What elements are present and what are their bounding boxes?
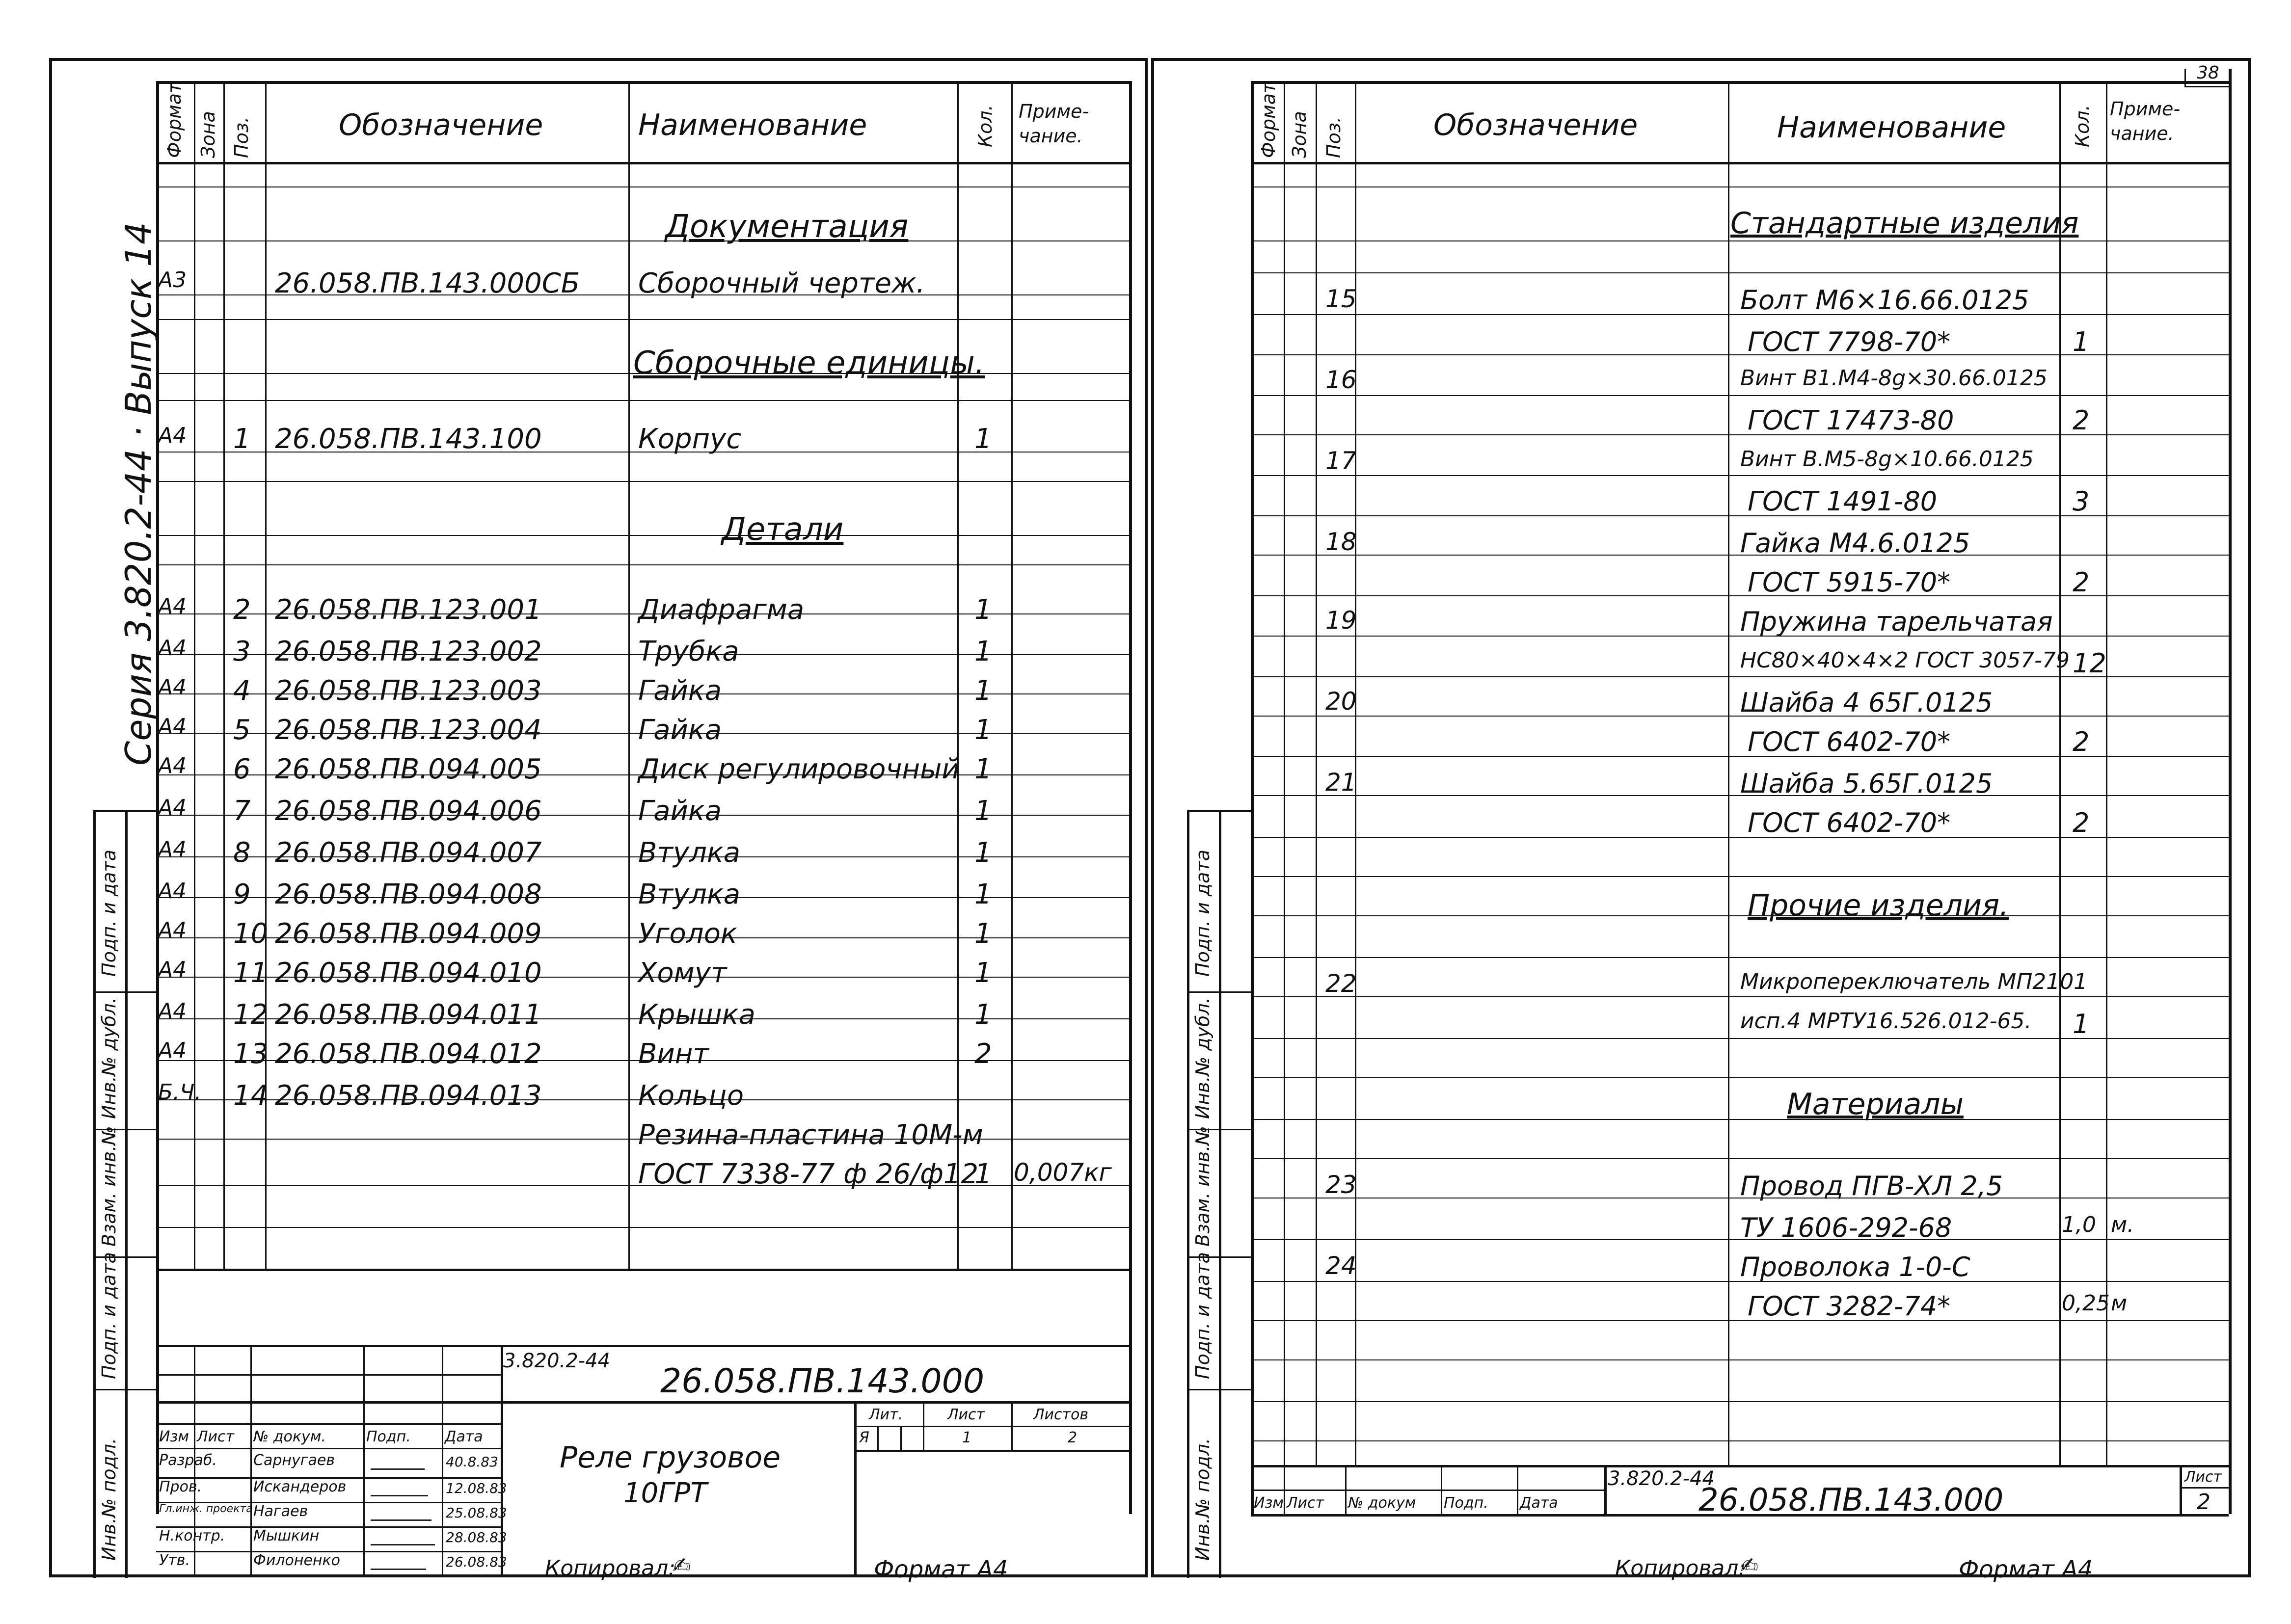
row-format: А4 [158,636,187,661]
row-qty: 1 [974,918,992,950]
strip-podp-data-2: Подп. и дата [98,850,120,977]
row-pos: 7 [233,795,251,827]
tb-row-line [156,1423,501,1425]
tb-name-1: Реле грузовое [560,1440,781,1475]
row-name: ГОСТ 7798-70* [1748,326,1951,357]
row-name: Втулка [638,879,741,910]
row-pos: 13 [233,1038,269,1070]
left-copied-sign: ✍ [673,1553,691,1578]
row-designation: 26.058.ПВ.094.007 [275,837,542,869]
strip-inv-podl: Инв.№ подл. [98,1438,120,1561]
tb-person: Нагаев [253,1503,308,1520]
tb-sheets: 2 [1068,1429,1078,1446]
tb-role: Н.контр. [159,1527,225,1544]
row-qty: 1 [974,1158,992,1190]
row-pos: 1 [233,423,251,455]
rtb-doc-code: 3.820.2-44 [1608,1467,1715,1490]
right-row-line [1251,186,2229,187]
row-qty: 1 [974,423,992,455]
right-col-line [1316,81,1317,1465]
row-format: А4 [158,795,187,820]
strip-r-podp-data-2: Подп. и дата [1192,850,1213,977]
row-name: Гайка М4.6.0125 [1740,528,1970,559]
right-row-line [1251,915,2229,916]
tb-role: Гл.инж. проекта [159,1503,253,1515]
row-name: Детали [722,511,844,548]
right-row-line [1251,1158,2229,1159]
row-pos: 10 [233,918,269,950]
row-pos: 4 [233,675,251,707]
rtb-col-line [1441,1465,1442,1514]
row-qty: 0,25 [2062,1291,2110,1316]
row-qty: 1 [2073,1009,2090,1039]
left-row-line [156,400,1129,401]
row-format: А4 [158,999,187,1024]
tb-lit-label: Лит. [869,1406,903,1423]
row-qty: 2 [2073,405,2090,436]
row-name: НС80×40×4×2 ГОСТ 3057-79 [1740,648,2070,673]
row-format: А4 [158,753,187,778]
left-row-line [156,186,1129,187]
row-pos: 22 [1325,969,1357,998]
row-pos: 5 [233,714,251,746]
right-row-line [1251,1119,2229,1120]
hdr-zone-r: Зона [1289,111,1310,158]
right-frame-top [1251,81,2229,84]
tb-doc-code: 3.820.2-44 [503,1350,611,1372]
row-pos: 21 [1325,768,1357,797]
row-name: Прочие изделия. [1748,888,2009,923]
left-col-line [957,81,959,1269]
right-row-line [1251,1359,2229,1360]
row-format: А4 [158,1038,187,1063]
left-copied: Копировал: [545,1556,676,1581]
tb-col-header: Дата [445,1428,483,1445]
row-pos: 11 [233,957,269,989]
tb-date: 12.08.83 [446,1480,507,1496]
row-designation: 26.058.ПВ.094.008 [275,879,542,910]
row-name: ТУ 1606-292-68 [1740,1212,1952,1243]
row-qty: 1 [974,675,992,707]
right-col-line [1728,81,1729,1465]
tb-line [854,1401,857,1575]
row-qty: 12 [2073,648,2106,679]
left-row-line [156,481,1129,482]
tb-signature [371,1531,435,1545]
right-row-line [1251,1401,2229,1402]
row-name: Трубка [638,636,739,667]
tb-row-line [156,1374,501,1376]
right-format: Формат А4 [1959,1556,2093,1583]
hdr-note-1-r: Приме- [2110,98,2181,120]
right-row-line [1251,876,2229,877]
row-name: Винт [638,1038,709,1070]
tb-name-2: 10ГРТ [623,1477,707,1509]
row-qty: 1 [974,714,992,746]
row-format: А4 [158,918,187,943]
row-name: Шайба 4 65Г.0125 [1740,687,1993,718]
hdr-name: Наименование [638,108,867,142]
row-name: Провод ПГВ-ХЛ 2,5 [1740,1171,2003,1201]
row-pos: 12 [233,999,269,1031]
hdr-zone: Зона [197,111,219,158]
row-name: ГОСТ 5915-70* [1748,567,1951,598]
row-qty: 1 [2073,326,2090,357]
right-row-line [1251,957,2229,958]
tb-col-header: Лист [197,1428,235,1445]
row-format: А4 [158,423,187,448]
row-name: ГОСТ 6402-70* [1748,807,1951,838]
row-name: Корпус [638,423,742,455]
row-qty: 1 [974,957,992,989]
tb-signature [371,1482,428,1496]
tb-signature [371,1507,431,1521]
right-col-line [2059,81,2061,1465]
strip-r-podp-data: Подп. и дата [1192,1252,1213,1379]
tb-signature [371,1556,426,1570]
row-name: ГОСТ 7338-77 ф 26/ф12 [638,1158,979,1190]
row-note: м. [2111,1212,2134,1237]
left-table-bottom [156,1269,1129,1271]
tb-date: 26.08.83 [446,1554,507,1570]
left-header-bottom [156,162,1129,164]
tb-row-line [156,1448,501,1449]
row-name: Стандартные изделия [1730,206,2079,240]
tb-date: 25.08.83 [446,1505,507,1521]
rtb-col-line [1345,1465,1347,1514]
strip-r-inv-dubl: Инв.№ дубл. [1192,997,1213,1119]
row-name: Винт В.М5-8g×10.66.0125 [1740,447,2034,472]
left-row-line [156,535,1129,536]
hdr-name-r: Наименование [1777,110,2006,145]
row-name: Гайка [638,675,722,707]
tb-person: Филоненко [253,1552,341,1569]
row-name: Гайка [638,714,722,746]
row-name: Диафрагма [638,594,805,626]
row-name: ГОСТ 3282-74* [1748,1291,1951,1322]
tb-col-header: Подп. [366,1428,411,1445]
row-pos: 15 [1325,285,1357,313]
row-format: Б.Ч. [158,1080,202,1105]
right-frame-line [1251,81,1254,1514]
page-number: 38 [2197,63,2219,83]
row-name: Пружина тарельчатая [1740,606,2053,637]
row-name: Резина-пластина 10М-м [638,1119,983,1151]
tb-role: Разраб. [159,1452,217,1469]
tb-sheets-label: Листов [1033,1406,1089,1423]
left-frame-top [156,81,1129,84]
tb-person: Мышкин [253,1527,320,1544]
row-name: ГОСТ 1491-80 [1748,486,1938,517]
strip-vzam-inv: Взам. инв.№ [98,1126,120,1247]
row-format: А4 [158,675,187,700]
tb-col-line [250,1345,252,1575]
series-label: Серия 3.820.2-44 · Выпуск 14 [118,222,159,766]
hdr-pos: Поз. [231,116,252,158]
right-row-line [1251,996,2229,997]
left-col-line [628,81,630,1269]
rtb-col-line [1517,1465,1518,1514]
tb-sheet: 1 [962,1429,972,1446]
right-row-line [1251,1239,2229,1240]
rtb-col-line [1284,1465,1285,1514]
tb-col-header: № докум. [253,1428,326,1445]
row-name: Документация [665,209,909,245]
row-format: А4 [158,594,187,619]
right-copied: Копировал: [1615,1556,1746,1581]
row-name: Шайба 5.65Г.0125 [1740,768,1993,799]
right-row-line [1251,795,2229,796]
row-qty: 3 [2073,486,2090,517]
row-qty: 1 [974,879,992,910]
left-col-line [223,81,225,1269]
left-row-line [156,1227,1129,1228]
row-qty: 2 [2073,567,2090,598]
row-name: Гайка [638,795,722,827]
hdr-format: Формат [163,82,185,158]
row-name: исп.4 МРТУ16.526.012-65. [1740,1009,2032,1034]
row-note: м [2111,1291,2128,1316]
row-name: Винт В1.М4-8g×30.66.0125 [1740,366,2048,391]
row-format: А4 [158,714,187,739]
tb-line [156,1401,1129,1404]
right-row-line [1251,395,2229,396]
row-designation: 26.058.ПВ.143.100 [275,423,542,455]
row-name: ГОСТ 6402-70* [1748,726,1951,757]
row-designation: 26.058.ПВ.094.010 [275,957,542,989]
strip-r-inv-podl: Инв.№ подл. [1192,1438,1213,1561]
row-qty: 2 [2073,807,2090,838]
row-pos: 20 [1325,687,1357,716]
row-format: А4 [158,957,187,982]
tb-col-line [442,1345,443,1575]
row-qty: 2 [2073,726,2090,757]
row-designation: 26.058.ПВ.094.006 [275,795,542,827]
row-name: ГОСТ 17473-80 [1748,405,1954,436]
rtb-col-header: № докум [1348,1494,1416,1512]
tb-col-header: Изм [159,1428,189,1445]
row-qty: 1 [974,753,992,785]
hdr-designation: Обозначение [339,108,543,142]
row-pos: 23 [1325,1171,1357,1199]
rtb-sheet-label: Лист [2184,1468,2222,1486]
row-designation: 26.058.ПВ.143.000СБ [275,267,580,299]
strip-podp-data: Подп. и дата [98,1252,120,1379]
right-row-line [1251,1281,2229,1282]
row-name: Уголок [638,918,737,950]
hdr-qty-r: Кол. [2072,105,2093,147]
rtb-sheet: 2 [2197,1490,2210,1515]
row-format: А3 [158,267,187,293]
row-pos: 17 [1325,447,1357,475]
right-row-line [1251,1440,2229,1441]
hdr-pos-r: Поз. [1323,116,1345,158]
hdr-note-2: чание. [1019,125,1083,147]
tb-col-line [363,1345,365,1575]
hdr-designation-r: Обозначение [1433,108,1638,142]
right-header-bottom [1251,162,2229,164]
right-row-line [1251,475,2229,476]
row-designation: 26.058.ПВ.094.009 [275,918,542,950]
row-pos: 6 [233,753,251,785]
row-designation: 26.058.ПВ.094.012 [275,1038,542,1070]
row-designation: 26.058.ПВ.094.005 [275,753,542,785]
right-col-line [2106,81,2107,1465]
hdr-note-2-r: чание. [2110,123,2174,144]
row-pos: 24 [1325,1251,1357,1280]
hdr-note-1: Приме- [1019,101,1089,122]
row-name: Втулка [638,837,741,869]
tb-top [156,1345,1129,1347]
rtb-col-header: Лист [1287,1494,1324,1512]
tb-signature [371,1456,425,1470]
row-qty: 1 [974,999,992,1031]
row-name: Микропереключатель МП2101 [1740,969,2088,994]
hdr-format-r: Формат [1258,82,1279,158]
row-designation: 26.058.ПВ.123.003 [275,675,542,707]
right-row-line [1251,272,2229,273]
left-format: Формат А4 [874,1556,1008,1583]
tb-person: Сарнугаев [253,1452,335,1469]
row-name: Крышка [638,999,755,1031]
left-row-line [156,564,1129,565]
row-qty: 2 [974,1038,992,1070]
row-designation: 26.058.ПВ.123.004 [275,714,542,746]
right-copied-sign: ✍ [1740,1553,1758,1578]
row-pos: 18 [1325,528,1357,556]
left-row-line [156,319,1129,320]
row-name: Хомут [638,957,727,989]
row-name: Сборочный чертеж. [638,267,925,299]
row-qty: 1 [974,636,992,667]
row-pos: 8 [233,837,251,869]
row-pos: 19 [1325,606,1357,635]
row-pos: 14 [233,1080,269,1112]
rtb-col-header: Изм [1254,1494,1284,1512]
row-name: Проволока 1-0-С [1740,1251,1970,1282]
tb-date: 40.8.83 [446,1454,498,1470]
left-row-line [156,240,1129,241]
right-frame-right [2229,69,2232,1514]
row-format: А4 [158,879,187,904]
left-frame-right [1129,81,1132,1514]
tb-lit: Я [859,1429,869,1446]
tb-designation: 26.058.ПВ.143.000 [660,1362,985,1401]
row-designation: 26.058.ПВ.094.011 [275,999,542,1031]
right-col-line [1284,81,1285,1465]
tb-role: Утв. [159,1552,190,1569]
right-row-line [1251,636,2229,637]
rtb-designation: 26.058.ПВ.143.000 [1698,1482,2004,1518]
rtb-col-header: Дата [1520,1494,1558,1512]
right-row-line [1251,555,2229,556]
row-name: Сборочные единицы. [633,345,985,381]
row-qty: 1 [974,837,992,869]
right-row-line [1251,716,2229,717]
row-designation: 26.058.ПВ.123.001 [275,594,542,626]
right-row-line [1251,1077,2229,1078]
right-row-line [1251,314,2229,315]
row-name: Диск регулировочный [638,753,960,785]
tb-role: Пров. [159,1478,202,1495]
row-pos: 2 [233,594,251,626]
row-pos: 16 [1325,366,1357,394]
row-note: 0,007кг [1014,1158,1112,1187]
tb-date: 28.08.83 [446,1529,507,1545]
rtb-col-header: Подп. [1444,1494,1488,1512]
strip-inv-dubl: Инв.№ дубл. [98,997,120,1119]
hdr-qty: Кол. [974,105,996,147]
tb-sheet-label: Лист [947,1406,985,1423]
row-qty: 1,0 [2062,1212,2096,1237]
row-name: Материалы [1787,1087,1964,1121]
row-name: Кольцо [638,1080,744,1112]
row-designation: 26.058.ПВ.123.002 [275,636,542,667]
right-row-line [1251,1320,2229,1321]
strip-r-vzam-inv: Взам. инв.№ [1192,1126,1213,1247]
row-qty: 1 [974,795,992,827]
row-designation: 26.058.ПВ.094.013 [275,1080,542,1112]
row-pos: 9 [233,879,251,910]
row-format: А4 [158,837,187,862]
right-row-line [1251,240,2229,241]
tb-person: Искандеров [253,1478,347,1495]
row-pos: 3 [233,636,251,667]
row-qty: 1 [974,594,992,626]
left-col-line [1011,81,1013,1269]
row-name: Болт М6×16.66.0125 [1740,285,2029,316]
